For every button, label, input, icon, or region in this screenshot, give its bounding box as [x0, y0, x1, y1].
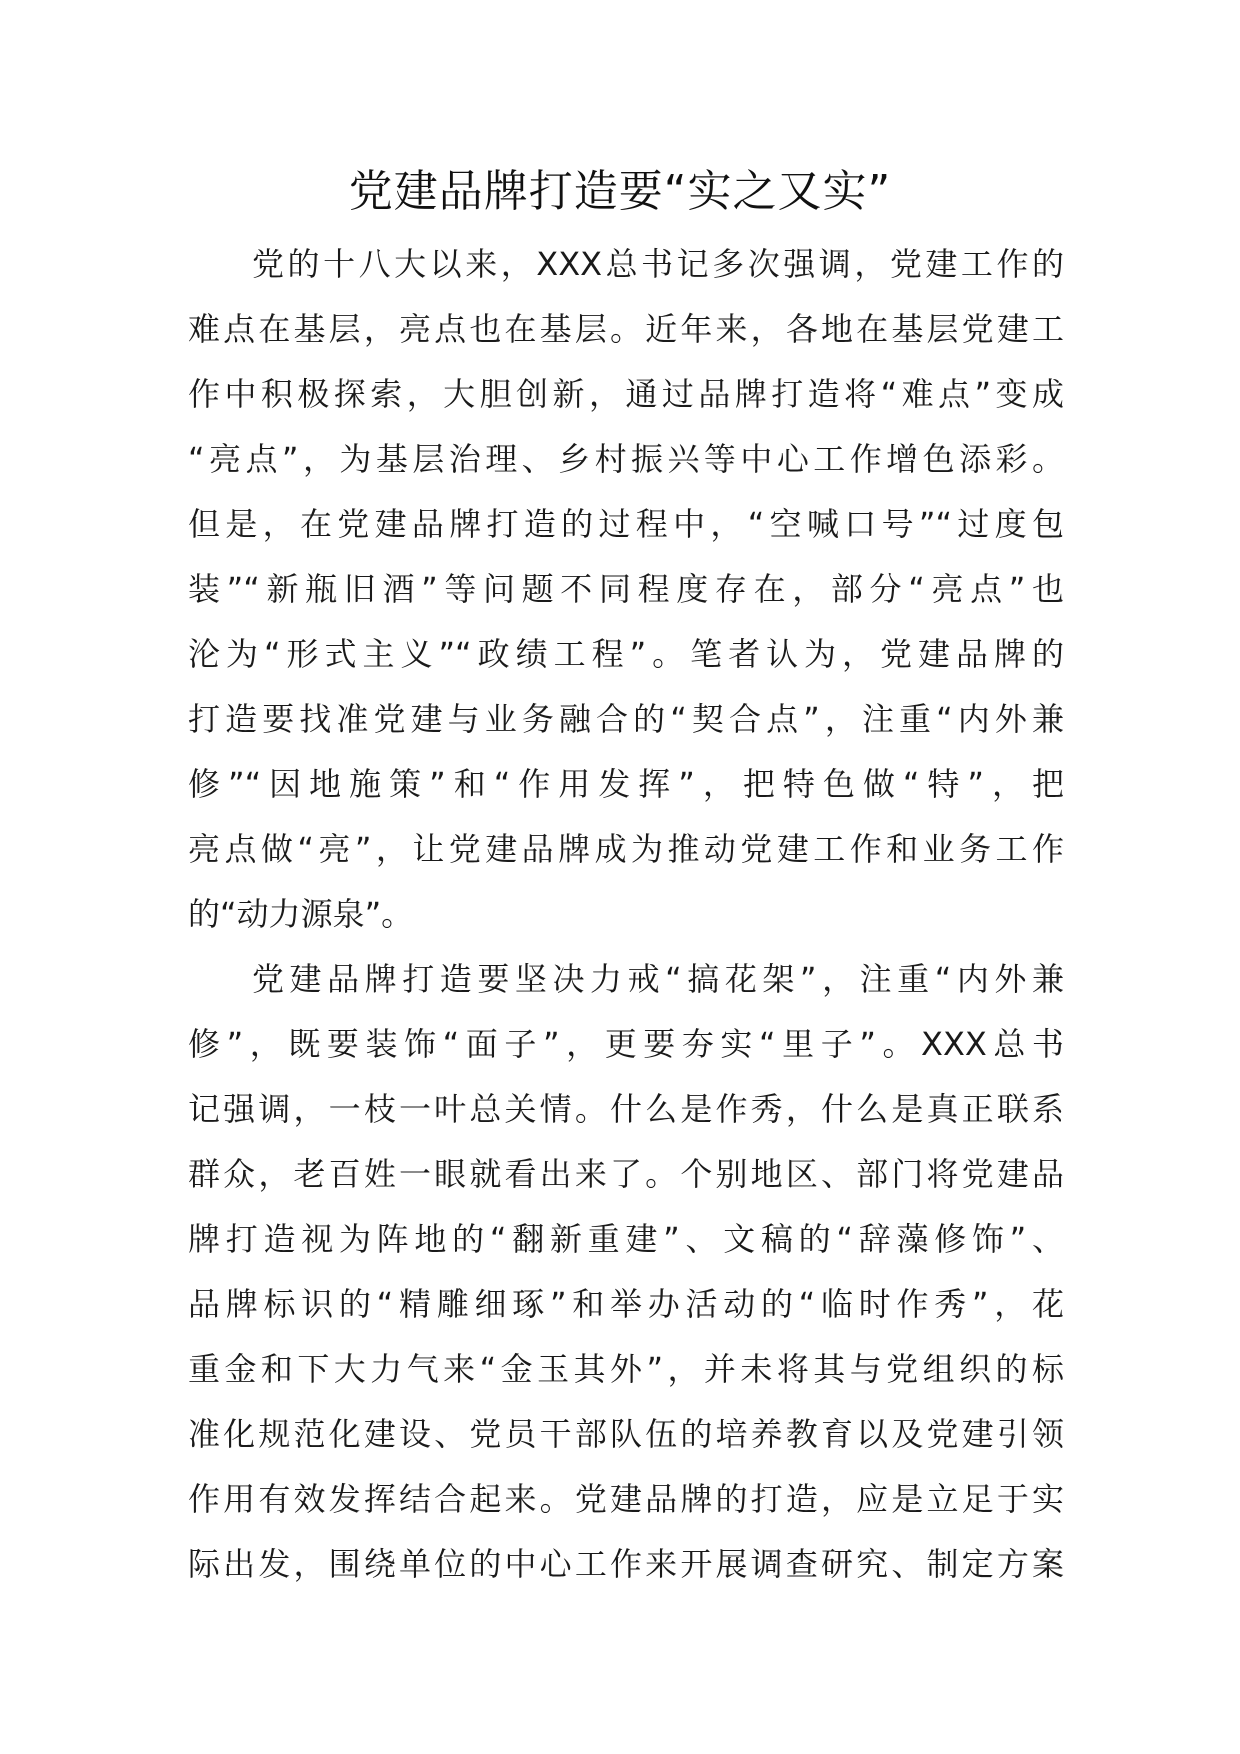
text-line: 打造要找准党建与业务融合的“契合点”，注重“内外兼: [188, 700, 1064, 738]
paragraph-1: [188, 232, 1064, 947]
text-line: 准化规范化建设、党员干部队伍的培养教育以及党建引领: [188, 1415, 1064, 1453]
text-line: 亮点做“亮”，让党建品牌成为推动党建工作和业务工作: [188, 830, 1064, 868]
text-line: 际出发，围绕单位的中心工作来开展调查研究、制定方案: [188, 1545, 1064, 1583]
text-line: 作中积极探索，大胆创新，通过品牌打造将“难点”变成: [188, 375, 1064, 413]
text-line: 修”，既要装饰“面子”，更要夯实“里子”。XXX总书: [188, 1025, 1064, 1063]
text-line: 重金和下大力气来“金玉其外”，并未将其与党组织的标: [188, 1350, 1064, 1388]
text-line: 沦为“形式主义”“政绩工程”。笔者认为，党建品牌的: [188, 635, 1064, 673]
text-line: 党的十八大以来，XXX总书记多次强调，党建工作的: [252, 245, 1064, 283]
text-line: 牌打造视为阵地的“翻新重建”、文稿的“辞藻修饰”、: [188, 1220, 1064, 1258]
text-line: “亮点”，为基层治理、乡村振兴等中心工作增色添彩。: [188, 440, 1064, 478]
text-line: 品牌标识的“精雕细琢”和举办活动的“临时作秀”，花: [188, 1285, 1064, 1323]
document-body: [188, 232, 1064, 1597]
document-title: 党建品牌打造要“实之又实”: [348, 166, 892, 217]
text-line: 作用有效发挥结合起来。党建品牌的打造，应是立足于实: [188, 1480, 1064, 1518]
text-line: 群众，老百姓一眼就看出来了。个别地区、部门将党建品: [188, 1155, 1064, 1193]
paragraph-2: [188, 947, 1064, 1597]
text-line: 装”“新瓶旧酒”等问题不同程度存在，部分“亮点”也: [188, 570, 1064, 608]
text-line: 党建品牌打造要坚决力戒“搞花架”，注重“内外兼: [252, 960, 1064, 998]
text-line: 难点在基层，亮点也在基层。近年来，各地在基层党建工: [188, 310, 1064, 348]
text-line: 但是，在党建品牌打造的过程中，“空喊口号”“过度包: [188, 505, 1064, 543]
text-line: 的“动力源泉”。: [188, 895, 414, 933]
text-line: 记强调，一枝一叶总关情。什么是作秀，什么是真正联系: [188, 1090, 1064, 1128]
text-line: 修”“因地施策”和“作用发挥”，把特色做“特”，把: [188, 765, 1064, 803]
